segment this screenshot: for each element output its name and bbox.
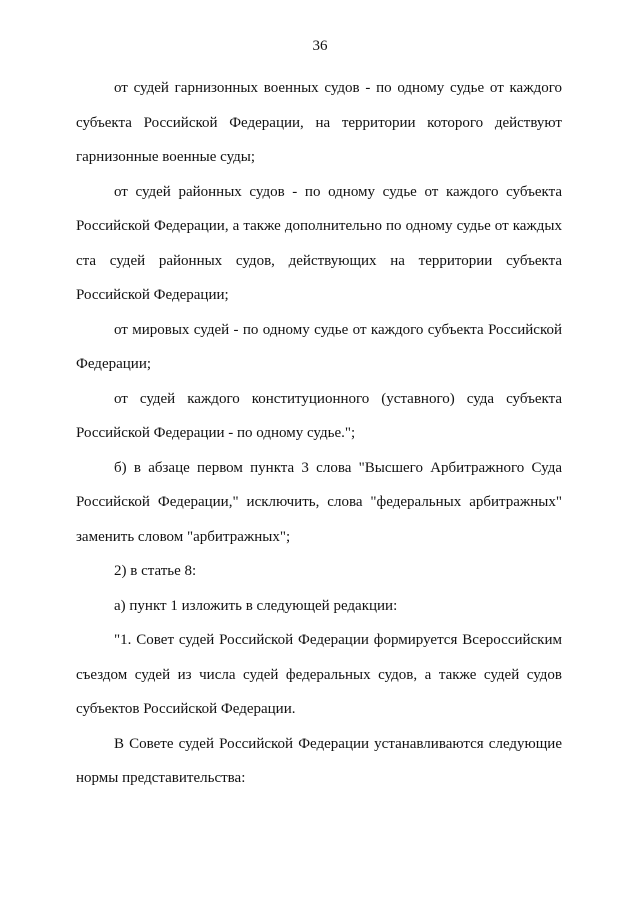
paragraph-article-8: 2) в статье 8:	[114, 563, 197, 579]
paragraph-amendment-point-3: б) в абзаце первом пункта 3 слова "Высшего Арбитражного Суда Российской Федерации," исключить, слова "федеральных арбитражных" заменить словом "арбитражных";	[76, 459, 562, 545]
paragraph-magistrates: от мировых судей - по одному судье от каждого субъекта Российской Федерации;	[76, 321, 562, 372]
paragraph-constitutional-courts: от судей каждого конституционного (уставного) суда субъекта Российской Федерации - по одному судье.";	[76, 390, 562, 441]
paragraph-point-1-new-edition: а) пункт 1 изложить в следующей редакции:	[114, 597, 398, 614]
page-number: 36	[312, 38, 328, 54]
paragraph-council-formation: "1. Совет судей Российской Федерации формируется Всероссийским съездом судей из числа судей федеральных судов, а также судей судов субъектов Российской Федерации.	[76, 632, 562, 717]
paragraph-district-courts: от судей районных судов - по одному судье от каждого субъекта Российской Федерации, а также дополнительно по одному судье от каждых ста судей районных судов, действующих на территории субъекта Российской Федерации;	[76, 183, 562, 303]
paragraph-representation-norms: В Совете судей Российской Федерации устанавливаются следующие нормы представительства:	[76, 735, 562, 786]
paragraph-garrison-courts: от судей гарнизонных военных судов - по одному судье от каждого субъекта Российской Федерации, на территории которого действуют гарнизонные военные суды;	[76, 80, 562, 165]
document-body	[76, 71, 562, 796]
